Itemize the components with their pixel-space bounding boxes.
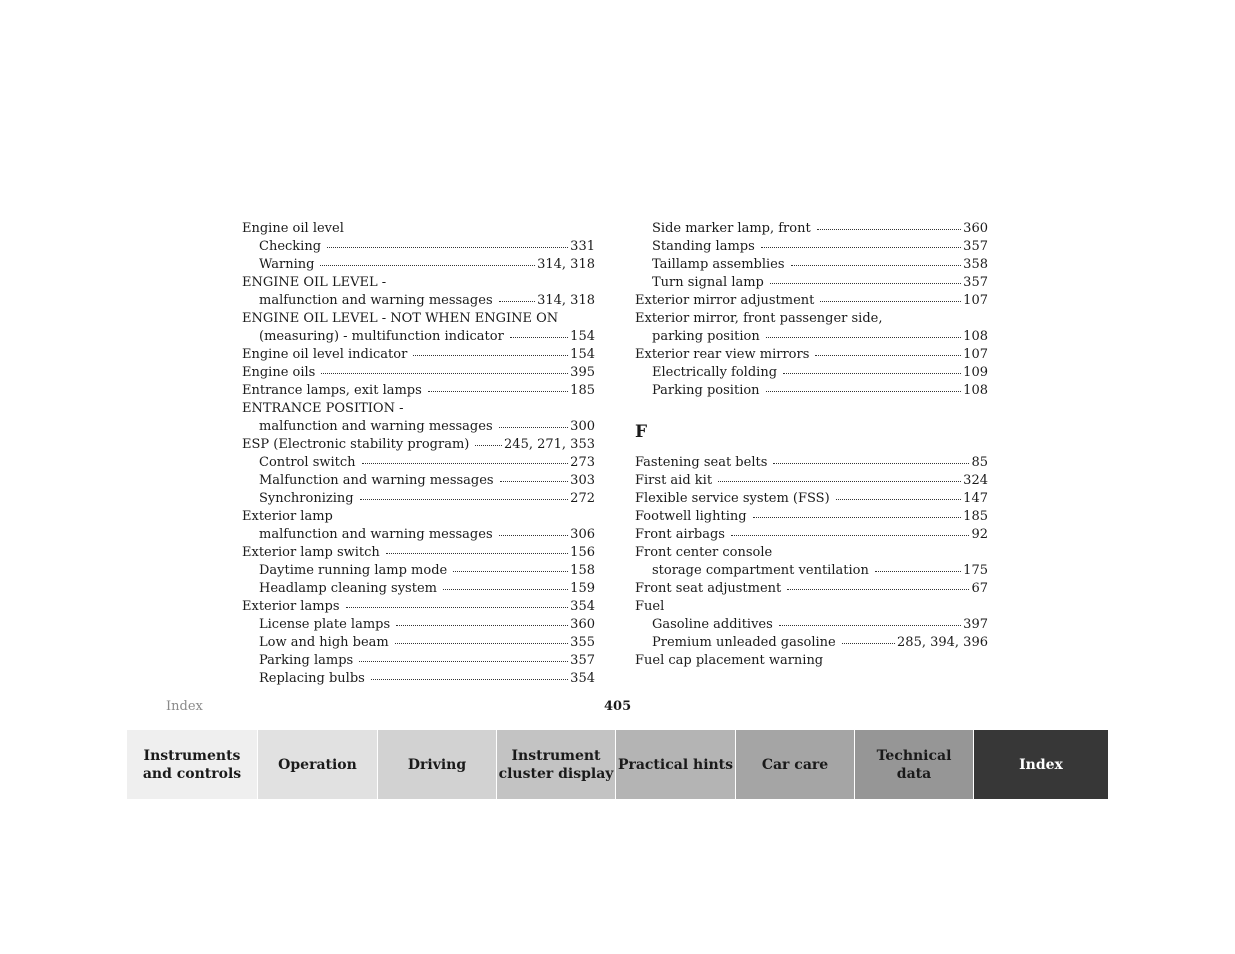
- dot-leader: [783, 364, 961, 376]
- index-group-e-continued: [635, 220, 988, 400]
- entry-page-ref: 314, 318: [537, 257, 595, 272]
- entry-label: Gasoline additives: [652, 617, 773, 632]
- entry-label: Malfunction and warning messages: [259, 473, 494, 488]
- index-subentry: [635, 364, 988, 382]
- tab-index[interactable]: Index: [974, 730, 1108, 799]
- dot-leader: [320, 256, 535, 268]
- index-subentry: [242, 562, 595, 580]
- index-subentry: [242, 328, 595, 346]
- entry-page-ref: 272: [570, 491, 595, 506]
- entry-page-ref: 285, 394, 396: [897, 635, 988, 650]
- dot-leader: [362, 454, 569, 466]
- entry-label: Exterior lamp switch: [242, 545, 380, 560]
- entry-label: Electrically folding: [652, 365, 778, 380]
- index-entry: [635, 490, 988, 508]
- entry-page-ref: 107: [963, 293, 988, 308]
- index-entry: [635, 526, 988, 544]
- entry-label: Front airbags: [635, 527, 725, 542]
- entry-label: Standing lamps: [652, 239, 755, 254]
- entry-page-ref: 85: [971, 455, 988, 470]
- index-heading: Front center console: [635, 545, 773, 560]
- entry-page-ref: 158: [570, 563, 595, 578]
- dot-leader: [321, 364, 568, 376]
- dot-leader: [360, 490, 569, 502]
- dot-leader: [791, 256, 962, 268]
- index-entry: [635, 292, 988, 310]
- index-entry: [635, 454, 988, 472]
- tab-car-care[interactable]: Car care: [736, 730, 855, 799]
- dot-leader: [453, 562, 568, 574]
- index-heading: Engine oil level: [242, 221, 344, 236]
- dot-leader: [787, 580, 969, 592]
- index-heading: Exterior lamp: [242, 509, 333, 524]
- index-group-f: [635, 454, 988, 670]
- entry-label: Front seat adjustment: [635, 581, 782, 596]
- entry-page-ref: 360: [570, 617, 595, 632]
- dot-leader: [766, 328, 961, 340]
- entry-page-ref: 154: [570, 329, 595, 344]
- entry-page-ref: 331: [570, 239, 595, 254]
- entry-page-ref: 273: [570, 455, 595, 470]
- dot-leader: [815, 346, 961, 358]
- entry-page-ref: 300: [570, 419, 595, 434]
- page-number: 405: [604, 699, 632, 714]
- entry-label: (measuring) - multifunction indicator: [259, 329, 504, 344]
- dot-leader: [510, 328, 568, 340]
- index-subentry: [635, 616, 988, 634]
- index-entry: [635, 472, 988, 490]
- index-subentry: [242, 652, 595, 670]
- entry-label: Daytime running lamp mode: [259, 563, 448, 578]
- index-subentry: [242, 526, 595, 544]
- entry-page-ref: 185: [963, 509, 988, 524]
- entry-page-ref: 354: [570, 599, 595, 614]
- entry-page-ref: 159: [570, 581, 595, 596]
- index-subentry: [242, 418, 595, 436]
- entry-label: malfunction and warning messages: [259, 527, 493, 542]
- dot-leader: [753, 508, 962, 520]
- index-column-left: [242, 220, 595, 688]
- entry-label: storage compartment ventilation: [652, 563, 869, 578]
- entry-label: malfunction and warning messages: [259, 419, 493, 434]
- entry-label: Engine oil level indicator: [242, 347, 408, 362]
- entry-label: Fastening seat belts: [635, 455, 768, 470]
- entry-label: First aid kit: [635, 473, 713, 488]
- dot-leader: [396, 616, 568, 628]
- index-heading: Fuel cap placement warning: [635, 653, 824, 668]
- dot-leader: [761, 238, 961, 250]
- dot-leader: [875, 562, 961, 574]
- entry-page-ref: 358: [963, 257, 988, 272]
- entry-page-ref: 306: [570, 527, 595, 542]
- entry-page-ref: 107: [963, 347, 988, 362]
- index-entry: [242, 364, 595, 382]
- dot-leader: [817, 220, 961, 232]
- index-subentry: [242, 454, 595, 472]
- entry-label: Flexible service system (FSS): [635, 491, 830, 506]
- dot-leader: [386, 544, 568, 556]
- entry-label: Taillamp assemblies: [652, 257, 785, 272]
- index-subentry: [242, 238, 595, 256]
- entry-label: Low and high beam: [259, 635, 389, 650]
- entry-label: Parking lamps: [259, 653, 354, 668]
- index-subentry: [635, 328, 988, 346]
- dot-leader: [499, 418, 569, 430]
- index-column-right: [635, 220, 988, 670]
- entry-label: Turn signal lamp: [652, 275, 764, 290]
- entry-label: Checking: [259, 239, 322, 254]
- tab-operation[interactable]: Operation: [258, 730, 378, 799]
- dot-leader: [371, 670, 568, 682]
- index-subentry: [242, 292, 595, 310]
- entry-page-ref: 92: [971, 527, 988, 542]
- entry-label: Exterior lamps: [242, 599, 340, 614]
- index-subentry: [242, 472, 595, 490]
- entry-page-ref: 108: [963, 383, 988, 398]
- entry-label: Warning: [259, 257, 315, 272]
- entry-label: Engine oils: [242, 365, 316, 380]
- entry-label: Entrance lamps, exit lamps: [242, 383, 422, 398]
- index-heading: Fuel: [635, 599, 665, 614]
- index-heading: ENTRANCE POSITION -: [242, 401, 404, 416]
- dot-leader: [770, 274, 961, 286]
- dot-leader: [346, 598, 569, 610]
- dot-leader: [500, 472, 569, 484]
- dot-leader: [413, 346, 568, 358]
- dot-leader: [475, 436, 502, 448]
- entry-page-ref: 185: [570, 383, 595, 398]
- index-subentry: [242, 580, 595, 598]
- dot-leader: [499, 526, 569, 538]
- dot-leader: [428, 382, 568, 394]
- entry-page-ref: 67: [971, 581, 988, 596]
- entry-page-ref: 303: [570, 473, 595, 488]
- index-entry: [242, 346, 595, 364]
- index-subentry: [635, 220, 988, 238]
- entry-label: Synchronizing: [259, 491, 354, 506]
- index-subentry: [242, 490, 595, 508]
- dot-leader: [842, 634, 895, 646]
- entry-label: ESP (Electronic stability program): [242, 437, 470, 452]
- dot-leader: [836, 490, 962, 502]
- dot-leader: [766, 382, 962, 394]
- index-heading: Exterior mirror, front passenger side,: [635, 311, 883, 326]
- entry-label: Exterior mirror adjustment: [635, 293, 815, 308]
- entry-page-ref: 109: [963, 365, 988, 380]
- entry-page-ref: 357: [570, 653, 595, 668]
- entry-label: Control switch: [259, 455, 356, 470]
- footer-section-title: Index: [166, 699, 203, 714]
- entry-page-ref: 314, 318: [537, 293, 595, 308]
- index-subentry: [635, 256, 988, 274]
- index-entry: [635, 580, 988, 598]
- entry-page-ref: 324: [963, 473, 988, 488]
- index-subentry: [635, 634, 988, 652]
- index-subentry: [635, 238, 988, 256]
- entry-label: Parking position: [652, 383, 760, 398]
- tab-driving[interactable]: Driving: [378, 730, 497, 799]
- entry-label: Headlamp cleaning system: [259, 581, 437, 596]
- dot-leader: [718, 472, 961, 484]
- entry-page-ref: 108: [963, 329, 988, 344]
- dot-leader: [731, 526, 969, 538]
- dot-leader: [820, 292, 961, 304]
- entry-label: Side marker lamp, front: [652, 221, 811, 236]
- index-entry: [635, 346, 988, 364]
- tab-instrument-cluster-display[interactable]: Instrument cluster display: [497, 730, 616, 799]
- dot-leader: [443, 580, 568, 592]
- entry-page-ref: 354: [570, 671, 595, 686]
- index-subentry: [242, 616, 595, 634]
- entry-label: Premium unleaded gasoline: [652, 635, 836, 650]
- index-entry: [242, 598, 595, 616]
- dot-leader: [395, 634, 568, 646]
- index-entry: [242, 436, 595, 454]
- entry-page-ref: 175: [963, 563, 988, 578]
- section-letter-heading: F: [635, 422, 648, 442]
- dot-leader: [327, 238, 568, 250]
- index-subentry: [635, 382, 988, 400]
- entry-label: malfunction and warning messages: [259, 293, 493, 308]
- entry-page-ref: 355: [570, 635, 595, 650]
- entry-page-ref: 397: [963, 617, 988, 632]
- index-entry: [635, 508, 988, 526]
- index-heading: ENGINE OIL LEVEL - NOT WHEN ENGINE ON: [242, 311, 559, 326]
- entry-page-ref: 156: [570, 545, 595, 560]
- entry-label: parking position: [652, 329, 760, 344]
- entry-page-ref: 360: [963, 221, 988, 236]
- index-subentry: [242, 670, 595, 688]
- dot-leader: [359, 652, 568, 664]
- index-subentry: [242, 256, 595, 274]
- index-subentry: [242, 634, 595, 652]
- tab-technical-data[interactable]: Technical data: [855, 730, 974, 799]
- entry-page-ref: 147: [963, 491, 988, 506]
- entry-label: License plate lamps: [259, 617, 391, 632]
- entry-page-ref: 245, 271, 353: [504, 437, 595, 452]
- index-heading: ENGINE OIL LEVEL -: [242, 275, 387, 290]
- chapter-tab-bar: [127, 730, 1108, 799]
- dot-leader: [779, 616, 961, 628]
- index-entry: [242, 382, 595, 400]
- index-subentry: [635, 274, 988, 292]
- entry-page-ref: 154: [570, 347, 595, 362]
- index-subentry: [635, 562, 988, 580]
- entry-page-ref: 395: [570, 365, 595, 380]
- entry-page-ref: 357: [963, 239, 988, 254]
- entry-label: Exterior rear view mirrors: [635, 347, 810, 362]
- entry-label: Replacing bulbs: [259, 671, 365, 686]
- dot-leader: [499, 292, 535, 304]
- tab-instruments-and-controls[interactable]: Instruments and controls: [127, 730, 258, 799]
- entry-page-ref: 357: [963, 275, 988, 290]
- tab-practical-hints[interactable]: Practical hints: [616, 730, 736, 799]
- dot-leader: [773, 454, 969, 466]
- index-entry: [242, 544, 595, 562]
- entry-label: Footwell lighting: [635, 509, 747, 524]
